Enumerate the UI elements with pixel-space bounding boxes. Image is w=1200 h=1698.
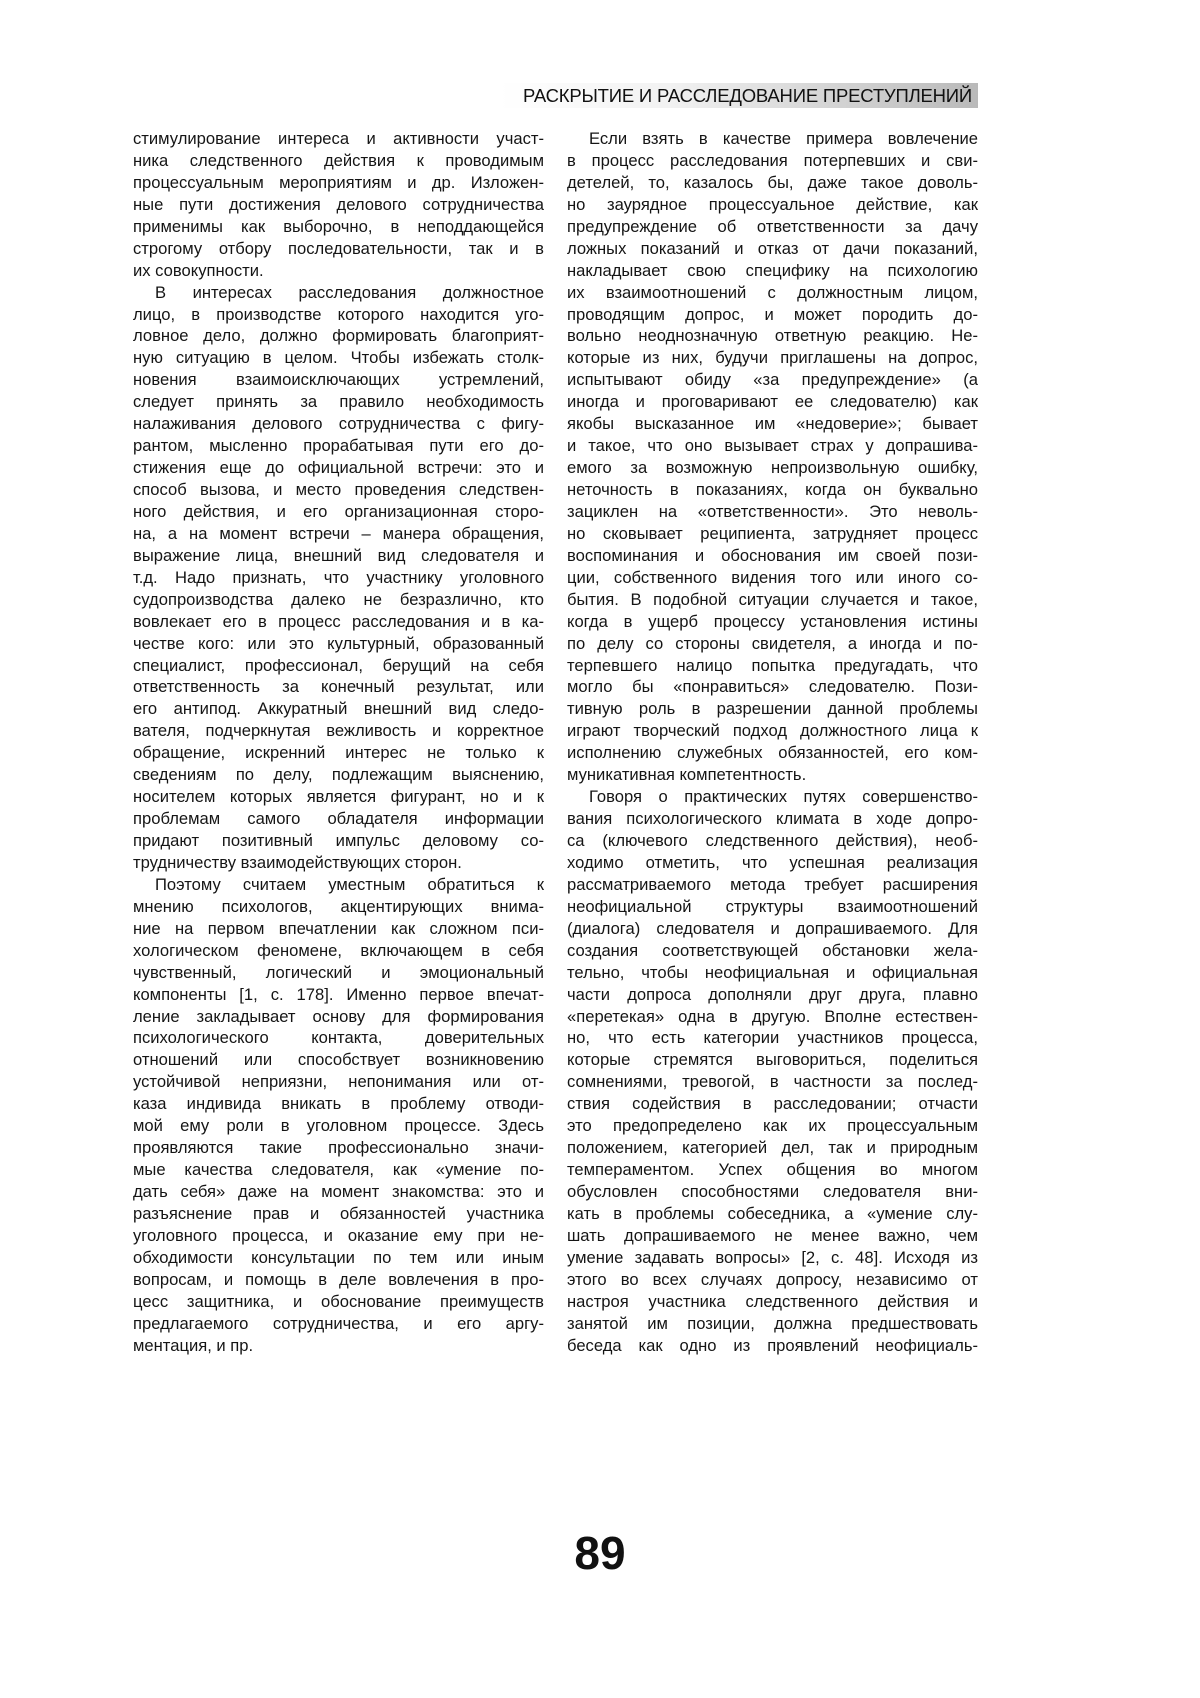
text-line: мнению психологов, акцентирующих внима- <box>133 896 544 916</box>
text-line: ника следственного действия к проводимым <box>133 150 544 170</box>
text-line: компоненты [1, с. 178]. Именно первое впечат- <box>133 984 544 1004</box>
text-line: придают позитивный импульс деловому со- <box>133 831 544 850</box>
text-line: ментация, и пр. <box>133 1335 254 1355</box>
text-line: терпевшего налицо попытка предугадать, что <box>567 655 978 675</box>
text-line: строгому отбору последовательности, так и в <box>133 238 544 258</box>
running-header <box>500 83 978 108</box>
text-line: применимы как выборочно, в неподдающейся <box>133 216 544 236</box>
text-line: ствия содействия в расследовании; отчасти <box>567 1094 978 1114</box>
text-line: обращение, искренний интерес не только к <box>133 743 544 763</box>
text-line: ную ситуацию в целом. Чтобы избежать столк- <box>133 348 544 368</box>
text-line: бытия. В подобной ситуации случается и такое, <box>567 589 978 609</box>
text-line: Поэтому считаем уместным обратиться к <box>155 874 544 894</box>
text-line: занятой им позиции, должна предшествовать <box>567 1313 978 1333</box>
text-line: «перетекая» одна в другую. Вполне естествен- <box>567 1006 978 1026</box>
text-line: якобы высказанное им «недоверие»; бывает <box>567 414 978 434</box>
text-line: но сковывает реципиента, затрудняет процесс <box>567 523 978 543</box>
text-line: ловное дело, должно формировать благоприят- <box>133 326 544 346</box>
text-line: по делу со стороны свидетеля, а иногда и по- <box>567 633 978 653</box>
text-line: но, что есть категории участников процесса, <box>567 1028 978 1048</box>
text-line: обходимости консультации по тем или иным <box>133 1247 544 1267</box>
text-line: Говоря о практических путях совершенство- <box>589 787 978 807</box>
text-line: уголовного процесса, и оказание ему при не- <box>133 1225 544 1245</box>
text-line: разъяснение прав и обязанностей участника <box>133 1203 544 1223</box>
text-line: их взаимоотношений с должностным лицом, <box>567 282 978 302</box>
text-line: трудничеству взаимодействующих сторон. <box>133 852 462 872</box>
left-column <box>133 128 544 1357</box>
text-line: предупреждение об ответственности за дачу <box>567 216 978 236</box>
text-line: налаживания делового сотрудничества с фигу- <box>133 414 544 434</box>
text-line: отношений или способствует возникновению <box>133 1050 544 1070</box>
text-line: устойчивой неприязни, непонимания или от- <box>133 1072 544 1092</box>
text-line: ление закладывает основу для формирования <box>133 1006 544 1026</box>
text-line: и такое, что оно вызывает страх у допрашива- <box>567 436 978 456</box>
text-line: В интересах расследования должностное <box>155 282 544 302</box>
text-line: вовлекает его в процесс расследования и в ка- <box>133 611 544 631</box>
text-line: ного действия, и его организационная сторо- <box>133 501 544 521</box>
text-line: судопроизводства далеко не безразлично, кто <box>133 589 544 609</box>
text-line: но заурядное процессуальное действие, как <box>567 194 978 214</box>
text-line: настроя участника следственного действия и <box>567 1291 978 1311</box>
text-line: проблемам самого обладателя информации <box>133 809 544 829</box>
text-line: предлагаемого сотрудничества, и его аргу- <box>133 1313 544 1333</box>
text-line: обусловлен способностями следователя вни- <box>567 1182 978 1201</box>
text-line: (диалога) следователя и допрашиваемого. Для <box>567 918 978 938</box>
text-line: положением, категорией дел, так и природным <box>567 1138 978 1158</box>
text-line: стимулирование интереса и активности участ- <box>133 129 544 148</box>
text-line: дать себя» даже на момент знакомства: это и <box>133 1182 544 1201</box>
text-line: воспоминания и обоснования им своей пози- <box>567 545 978 565</box>
text-line: вольно неоднозначную ответную реакцию. Не- <box>567 326 978 346</box>
text-line: цесс защитника, и обоснование преимуществ <box>133 1291 544 1311</box>
text-line: хологическом феномене, включающем в себя <box>133 940 544 960</box>
text-line: умение задавать вопросы» [2, с. 48]. Исходя из <box>567 1247 978 1267</box>
section-title: РАСКРЫТИЕ И РАССЛЕДОВАНИЕ ПРЕСТУПЛЕНИЙ <box>522 85 972 106</box>
text-line: ответственность за конечный результат, или <box>133 677 544 697</box>
text-line: стижения еще до официальной встречи: это и <box>133 458 544 478</box>
text-line: испытывают обиду «за предупреждение» (а <box>567 370 978 390</box>
text-line: могло бы «понравиться» следователю. Пози- <box>567 677 978 697</box>
text-line: неточность в показаниях, когда он буквально <box>567 480 978 499</box>
text-line: исполнению служебных обязанностей, его ком- <box>567 743 978 763</box>
text-line: играют творческий подход должностного лица к <box>567 721 978 741</box>
text-line: вопросам, и помощь в деле вовлечения в про- <box>133 1269 544 1289</box>
text-line: вания психологического климата в ходе допро- <box>567 809 978 829</box>
text-line: специалист, профессионал, берущий на себя <box>133 655 544 675</box>
text-line: выражение лица, внешний вид следователя и <box>133 545 544 565</box>
text-line: новения взаимоисключающих устремлений, <box>133 370 544 390</box>
text-line: части допроса дополняли друг друга, плавно <box>567 984 978 1004</box>
text-line: ции, собственного видения того или иного со- <box>567 567 978 587</box>
text-line: психологического контакта, доверительных <box>133 1028 544 1048</box>
text-line: т.д. Надо признать, что участнику уголовного <box>133 567 544 587</box>
text-line: рантом, мысленно прорабатывая пути его до- <box>133 436 544 456</box>
text-line: накладывает свою специфику на психологию <box>567 260 978 280</box>
text-line: его антипод. Аккуратный внешний вид следо- <box>133 699 544 719</box>
text-line: са (ключевого следственного действия), необ- <box>567 831 978 850</box>
text-line: беседа как одно из проявлений неофициаль- <box>567 1335 978 1355</box>
text-line: на, а на момент встречи – манера обращения, <box>133 523 544 543</box>
text-line: мой ему роли в уголовном процессе. Здесь <box>133 1116 544 1136</box>
text-line: кать в проблемы собеседника, а «умение слу- <box>567 1203 978 1223</box>
text-line: создания соответствующей обстановки жела- <box>567 940 978 960</box>
text-line: следует принять за правило необходимость <box>133 392 544 412</box>
text-line: процессуальным мероприятиям и др. Изложен- <box>133 172 544 192</box>
text-line: сомнениями, тревогой, в частности за послед- <box>567 1072 978 1092</box>
text-line: это предопределено как их процессуальным <box>567 1116 978 1136</box>
text-line: ные пути достижения делового сотрудничества <box>133 194 544 214</box>
text-line: рассматриваемого метода требует расширения <box>567 874 978 894</box>
text-line: шать допрашиваемого не менее важно, чем <box>567 1225 978 1245</box>
text-line: детелей, то, казалось бы, даже такое доволь- <box>567 172 978 192</box>
text-line: мые качества следователя, как «умение по- <box>133 1160 544 1180</box>
text-line: ние на первом впечатлении как сложном пси- <box>133 918 544 938</box>
text-line: ложных показаний и отказ от дачи показаний, <box>567 238 978 258</box>
text-line: Если взять в качестве примера вовлечение <box>589 129 978 148</box>
text-line: ходимо отметить, что успешная реализация <box>567 852 978 872</box>
text-line: лицо, в производстве которого находится уго- <box>133 304 544 324</box>
text-line: каза индивида вникать в проблему отводи- <box>133 1094 544 1114</box>
text-line: тивную роль в разрешении данной проблемы <box>567 699 978 719</box>
text-line: проводящим допрос, и может породить до- <box>567 304 978 324</box>
page-number: 89 <box>574 1527 626 1579</box>
text-line: зациклен на «ответственности». Это неволь- <box>567 501 978 521</box>
text-line: емого за возможную непроизвольную ошибку, <box>567 458 978 478</box>
text-line: чувственный, логический и эмоциональный <box>133 962 544 982</box>
text-line: их совокупности. <box>133 260 264 280</box>
text-line: темпераментом. Успех общения во многом <box>567 1160 978 1180</box>
text-line: сведениям по делу, подлежащим выяснению, <box>133 765 544 785</box>
text-line: неофициальной структуры взаимоотношений <box>567 896 978 916</box>
text-line: когда в ущерб процессу установления истины <box>567 611 978 631</box>
text-line: которые из них, будучи приглашены на допрос, <box>567 348 978 368</box>
text-line: которые стремятся выговориться, поделиться <box>567 1050 978 1070</box>
text-line: тельно, чтобы неофициальная и официальная <box>567 962 978 982</box>
text-line: в процесс расследования потерпевших и сви- <box>567 150 978 170</box>
right-column <box>567 128 978 1357</box>
text-line: способ вызова, и место проведения следствен- <box>133 480 544 499</box>
text-line: иногда и проговаривают ее следователю) как <box>567 392 978 412</box>
text-line: вателя, подчеркнутая вежливость и корректное <box>133 721 544 741</box>
text-line: носителем которых является фигурант, но и к <box>133 787 544 807</box>
text-line: этого во всех случаях допросу, независимо от <box>567 1269 978 1289</box>
text-line: проявляются такие профессионально значи- <box>133 1138 544 1158</box>
text-line: честве кого: или это культурный, образованный <box>133 633 544 653</box>
text-line: муникативная компетентность. <box>567 765 807 785</box>
